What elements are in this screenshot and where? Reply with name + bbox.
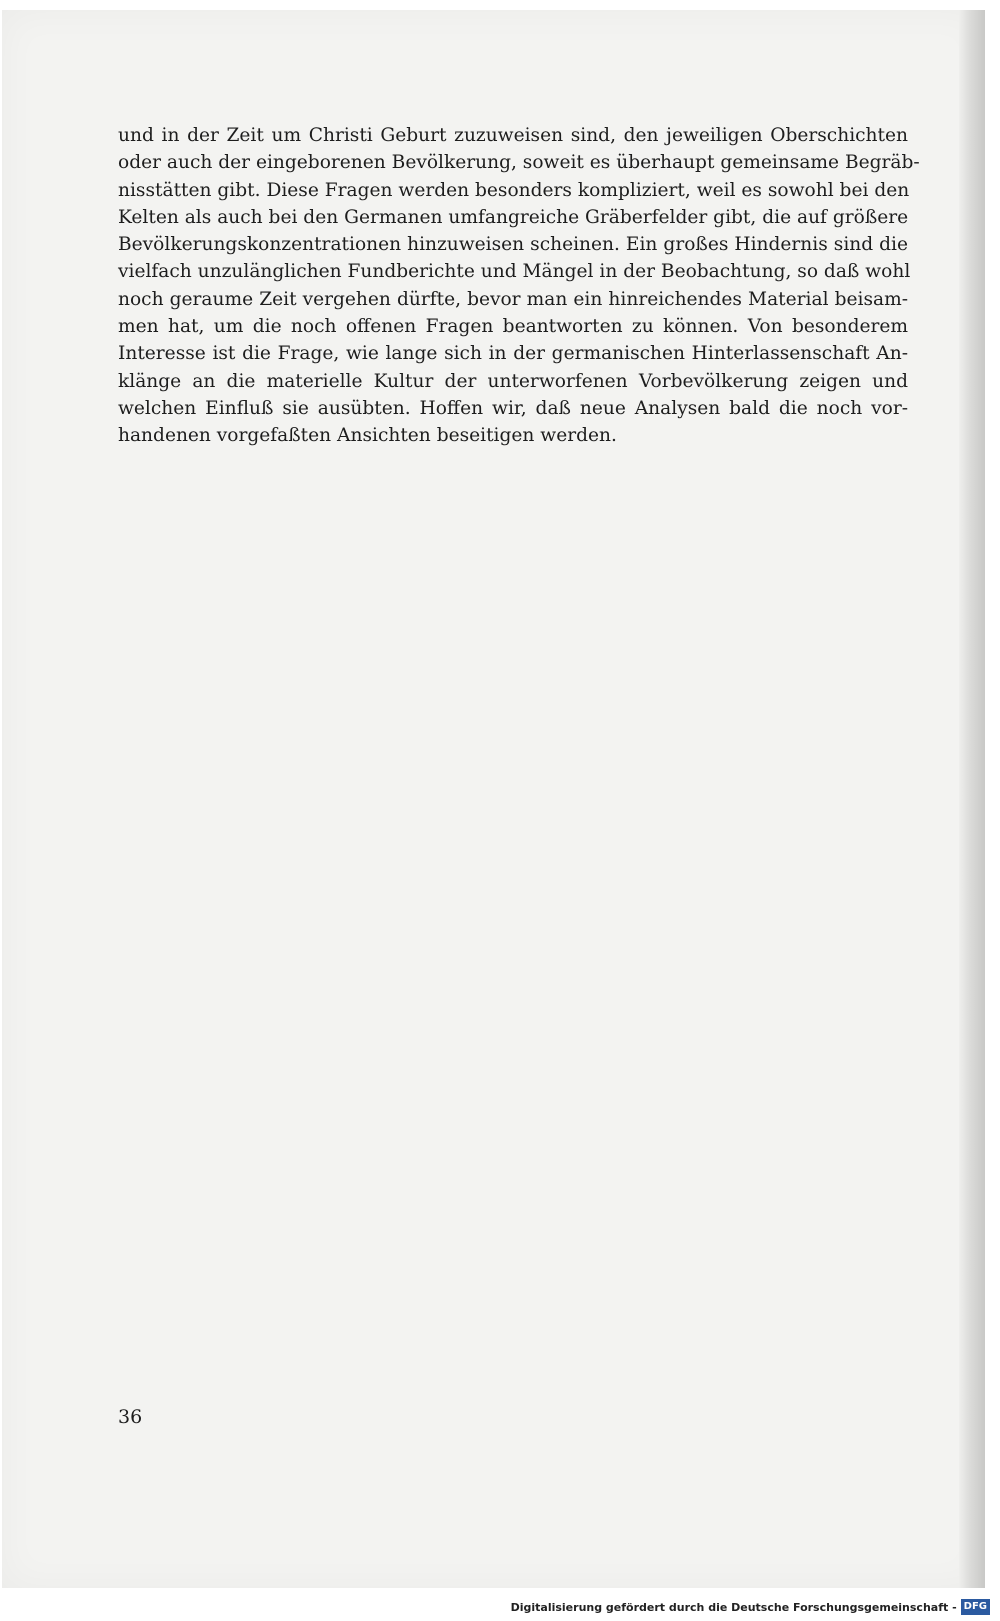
text-line: handenen vorgefaßten Ansichten beseitigen werden.: [118, 425, 617, 447]
credit-text: Digitalisierung gefördert durch die Deutsche Forschungsgemeinschaft -: [510, 1600, 957, 1614]
body-text: [118, 122, 920, 450]
digitization-credit: [511, 1598, 990, 1616]
page-number: 36: [118, 1406, 143, 1428]
text-line: und in der Zeit um Christi Geburt zuzuweisen sind, den jeweiligen Oberschichten: [118, 125, 908, 146]
page-edge-shadow: [959, 10, 985, 1588]
text-line: vielfach unzulänglichen Fundberichte und Mängel in der Beobachtung, so daß wohl: [118, 261, 911, 283]
text-line: Interesse ist die Frage, wie lange sich in der germanischen Hinterlassenschaft An-: [118, 343, 908, 365]
text-line: welchen Einfluß sie ausübten. Hoffen wir, daß neue Analysen bald die noch vor-: [118, 397, 908, 419]
text-line: Bevölkerungskonzentrationen hinzuweisen scheinen. Ein großes Hindernis sind die: [118, 234, 908, 256]
dfg-logo-icon: DFG: [961, 1599, 990, 1615]
text-line: oder auch der eingeborenen Bevölkerung, soweit es überhaupt gemeinsame Begräb-: [118, 152, 920, 174]
text-line: klänge an die materielle Kultur der unterworfenen Vorbevölkerung zeigen und: [118, 370, 908, 392]
text-line: nisstätten gibt. Diese Fragen werden besonders kompliziert, weil es sowohl bei den: [118, 179, 910, 201]
text-line: Kelten als auch bei den Germanen umfangreiche Gräberfelder gibt, die auf größere: [118, 206, 909, 228]
text-line: noch geraume Zeit vergehen dürfte, bevor man ein hinreichendes Material beisam-: [118, 288, 908, 310]
text-line: men hat, um die noch offenen Fragen beantworten zu können. Von besonderem: [118, 316, 908, 338]
